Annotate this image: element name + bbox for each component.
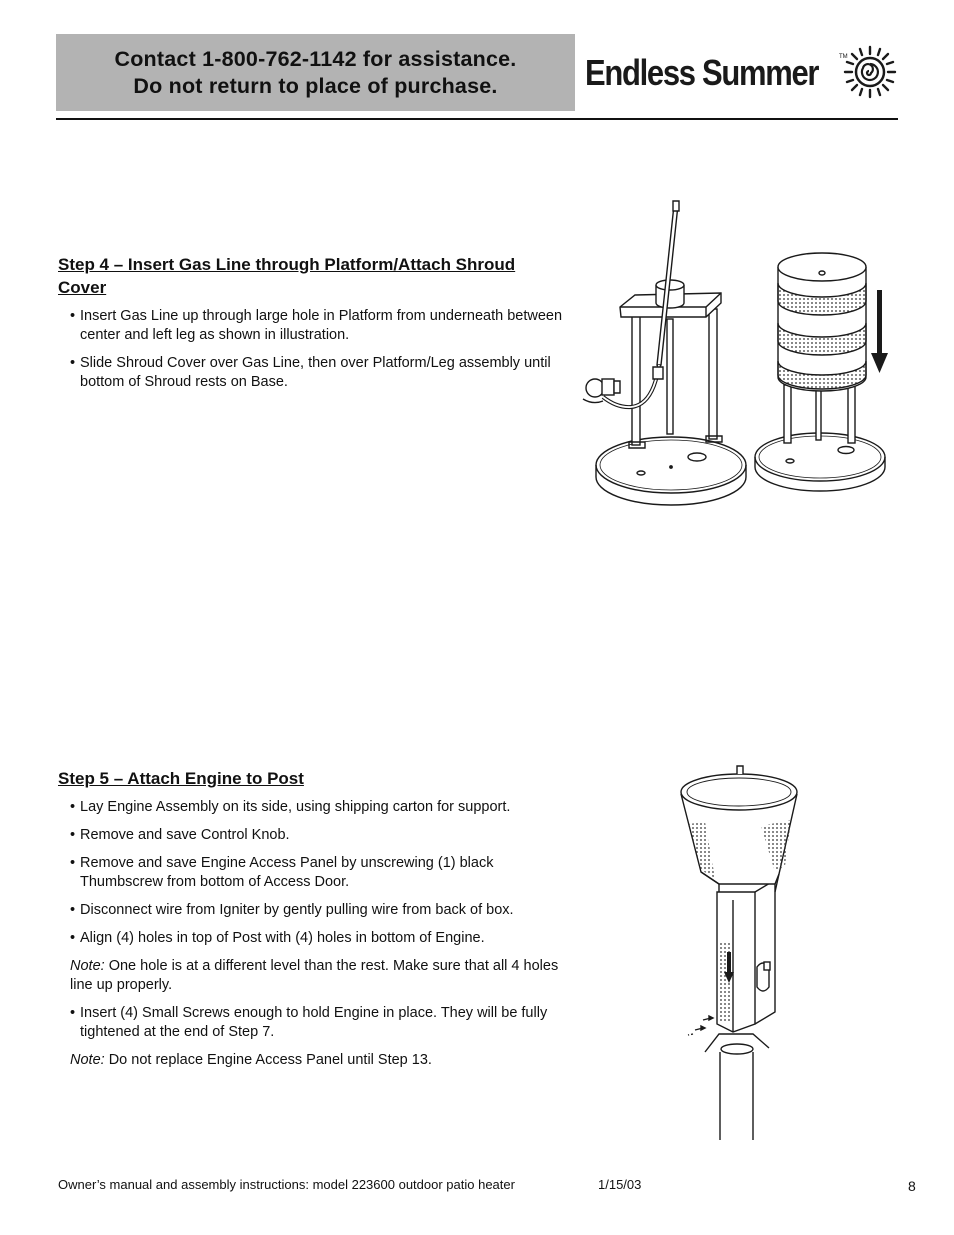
header-rule: [56, 118, 898, 120]
note-label: Note:: [70, 1052, 105, 1068]
list-item: • Disconnect wire from Igniter by gently pulling wire from back of box.: [58, 901, 568, 920]
shroud-cover-illustration: [750, 245, 900, 500]
step5-heading: Step 5 – Attach Engine to Post: [58, 769, 304, 788]
note-access-panel: [58, 1051, 568, 1070]
step4-instructions: [58, 307, 568, 401]
list-item: • Align (4) holes in top of Post with (4) holes in bottom of Engine.: [58, 929, 568, 948]
list-item: • Remove and save Engine Access Panel by unscrewing (1) black Thumbscrew from bottom of Access Door.: [58, 854, 568, 892]
footer-date: 1/15/03: [598, 1177, 642, 1192]
list-item: • Insert (4) Small Screws enough to hold Engine in place. They will be fully tightened at the end of Step 7.: [58, 1004, 568, 1042]
brand-logo-text: Endless Summer: [585, 52, 819, 93]
list-item: • Lay Engine Assembly on its side, using shipping carton for support.: [58, 798, 568, 817]
note-one-hole: [58, 957, 568, 995]
step4-heading: Step 4 – Insert Gas Line through Platform/Attach Shroud Cover: [58, 255, 516, 297]
contact-line-2: Do not return to place of purchase.: [133, 73, 498, 98]
list-item: • Insert Gas Line up through large hole in Platform from underneath between center and left leg as shown in illustration.: [58, 307, 568, 345]
sun-logo-icon: [842, 44, 898, 100]
list-item: • Remove and save Control Knob.: [58, 826, 568, 845]
page-number: 8: [908, 1178, 916, 1194]
engine-post-illustration: [675, 762, 810, 1142]
footer-manual-title: Owner’s manual and assembly instructions: model 223600 outdoor patio heater: [58, 1177, 515, 1192]
down-arrow-icon: [871, 290, 888, 373]
list-item: • Slide Shroud Cover over Gas Line, then over Platform/Leg assembly until bottom of Shroud rests on Base.: [58, 354, 568, 392]
trademark-mark: TM: [839, 54, 848, 60]
contact-banner: [56, 34, 575, 111]
note-label: Note:: [70, 958, 105, 974]
note-text: Do not replace Engine Access Panel until Step 13.: [104, 1052, 432, 1068]
contact-line-1: Contact 1-800-762-1142 for assistance.: [114, 46, 517, 71]
platform-gas-line-illustration: [575, 195, 755, 510]
step5-instructions: [58, 798, 568, 1079]
note-text: One hole is at a different level than the rest. Make sure that all 4 holes line up properly.: [70, 958, 559, 993]
